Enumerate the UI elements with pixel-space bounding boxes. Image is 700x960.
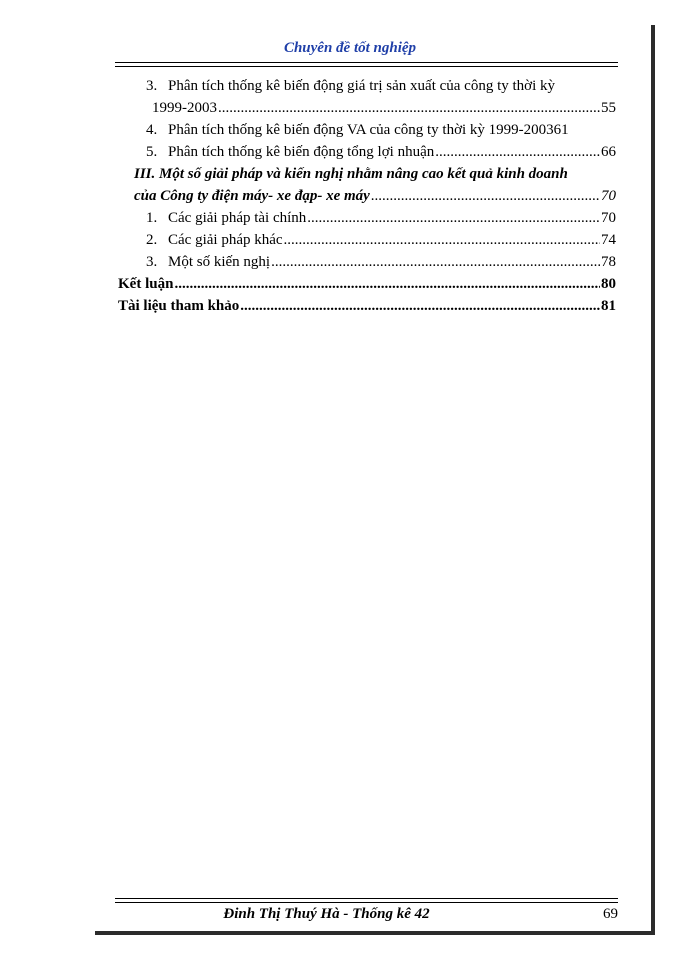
page-number: 69 [603, 906, 618, 922]
dot-leader [174, 276, 600, 293]
toc-sub-1[interactable]: 1. Các giải pháp tài chính ..... 70 [118, 210, 616, 232]
toc-sub-3[interactable]: 3. Một số kiến nghị ..... 78 [118, 254, 616, 276]
toc-sub-2[interactable]: 2. Các giải pháp khác ..... 74 [118, 232, 616, 254]
toc-section-3[interactable]: III. Một số giải pháp và kiến nghị nhằm nâng cao kết quả kinh doanh [134, 166, 568, 182]
header-title: Chuyên đề tốt nghiệp [283, 40, 417, 56]
dot-leader [435, 144, 600, 161]
toc-entry-3[interactable]: 3. Phân tích thống kê biến động giá trị sản xuất của công ty thời kỳ [146, 78, 556, 94]
dot-leader [307, 210, 600, 227]
footer-author: Đinh Thị Thuý Hà - Thống kê 42 [223, 906, 430, 922]
dot-leader [218, 100, 600, 117]
toc-section-3-cont[interactable]: của Công ty điện máy- xe đạp- xe máy ..... 70 [118, 188, 616, 210]
table-of-contents [118, 78, 616, 320]
toc-conclusion[interactable]: Kết luận ..... 80 [118, 276, 616, 298]
toc-references[interactable]: Tài liệu tham khảo ..... 81 [118, 298, 616, 320]
dot-leader [284, 232, 600, 249]
dot-leader [271, 254, 600, 271]
toc-entry-5[interactable]: 5. Phân tích thống kê biến động tổng lợi nhuận ..... 66 [118, 144, 616, 166]
footer-rule [115, 898, 618, 903]
toc-entry-3-cont[interactable]: 1999-2003 ..... 55 [118, 100, 616, 122]
toc-entry-4[interactable]: 4. Phân tích thống kê biến động VA của công ty thời kỳ 1999-200361 [146, 122, 569, 138]
dot-leader [240, 298, 600, 315]
header-rule [115, 62, 618, 67]
dot-leader [371, 188, 600, 205]
